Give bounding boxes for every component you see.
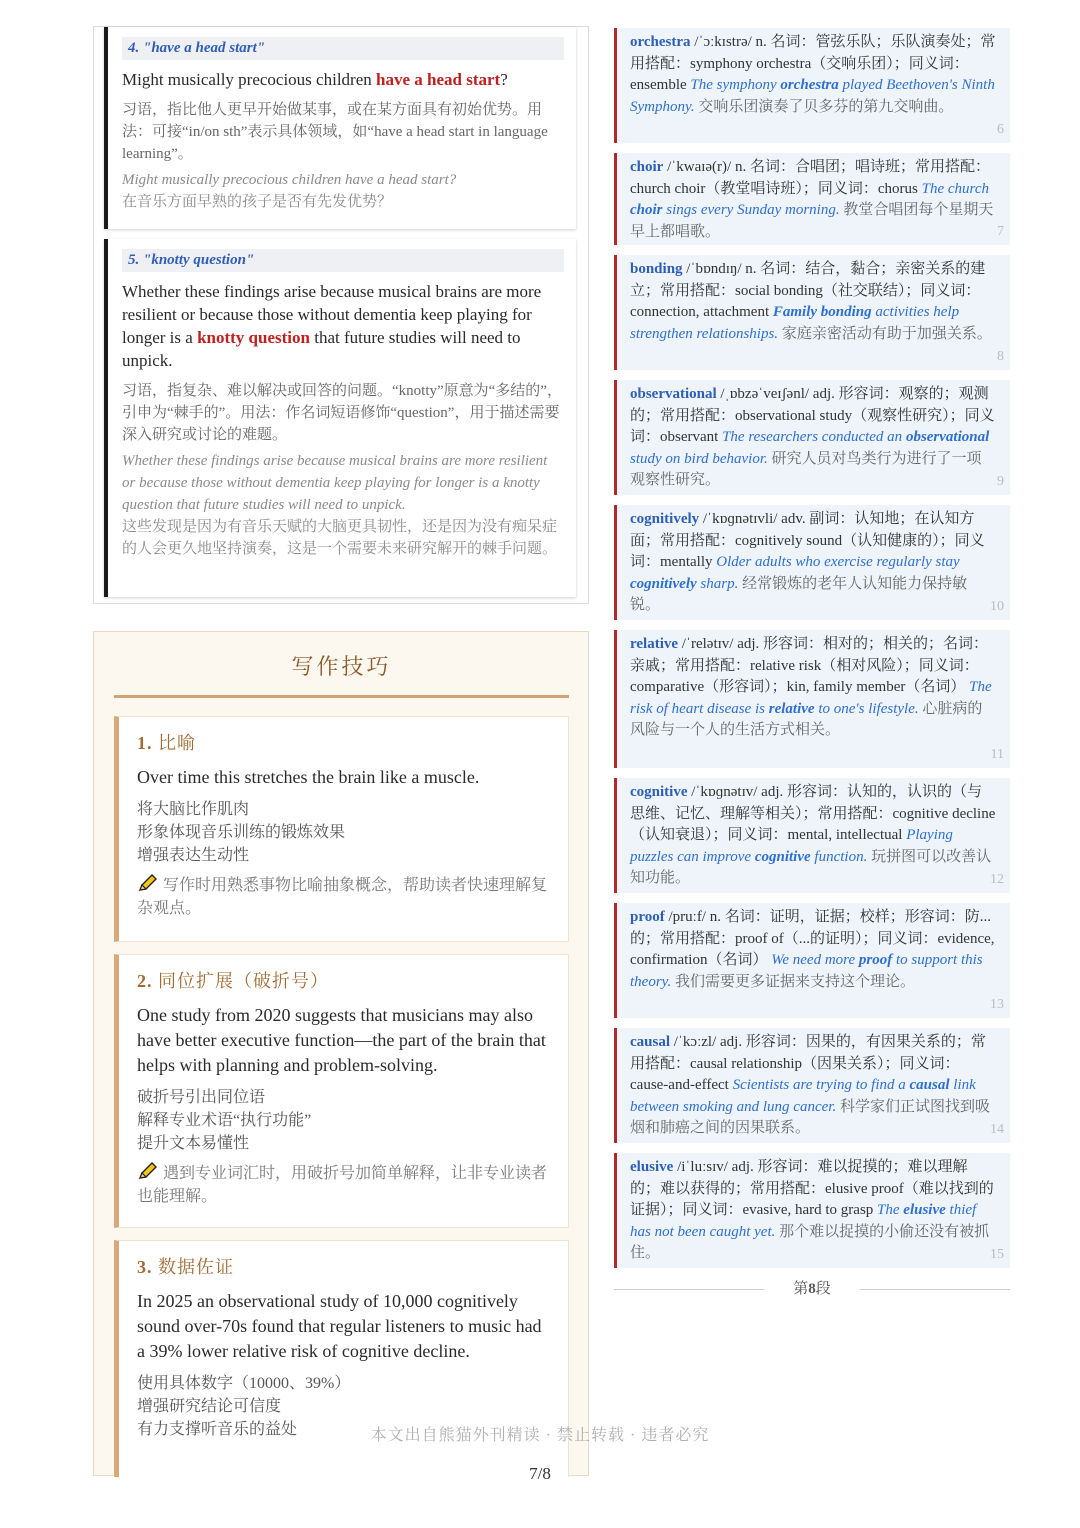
section-divider (614, 1274, 1010, 1304)
vocab-word: proof (630, 909, 665, 925)
idiom-card-5 (104, 239, 576, 597)
pencil-icon (137, 1161, 159, 1181)
tip-point: 形象体现音乐训练的锻炼效果 (137, 824, 346, 841)
section-number: 8 (808, 1281, 816, 1297)
tip-title (137, 1253, 552, 1279)
tip-title (137, 967, 552, 993)
vocab-card (614, 255, 1010, 370)
example-keyword: cognitively (630, 575, 697, 592)
vocab-word: choir (630, 159, 664, 175)
tip-number: 1. (137, 733, 153, 753)
vocab-card (614, 28, 1010, 143)
idiom-source-sentence (122, 280, 564, 372)
vocab-definition: /ˈkɔːzl/ adj. 形容词：因果的，有因果关系的；常用搭配：causal relationship（因果关系）；同义词：cause-and-effect (630, 1034, 986, 1094)
tip-point: 解释专业术语“执行功能” (137, 1112, 312, 1129)
vocab-definition: /pruːf/ n. 名词：证明，证据；校样；形容词：防...的；常用搭配：proof of（...的证明）；同义词：evidence, confirmation（名词） (630, 909, 995, 969)
section-label-pre: 第 (793, 1281, 809, 1297)
vocab-card (614, 153, 1010, 245)
example-keyword: observational (905, 429, 990, 446)
example-keyword: choir (630, 202, 663, 219)
tip-name: 同位扩展（破折号） (158, 971, 329, 991)
idiom-section (93, 26, 589, 604)
tip-note-text: 遇到专业词汇时，用破折号加简单解释，让非专业读者也能理解。 (137, 1165, 548, 1205)
idiom-source-sentence (122, 68, 564, 91)
vocab-number: 11 (990, 747, 1004, 763)
vocab-card (614, 1028, 1010, 1143)
example-text: thief has not been caught yet. (630, 1202, 977, 1240)
example-text: Playing puzzles can improve (630, 827, 953, 865)
tip-point: 提升文本易懂性 (137, 1135, 250, 1152)
vocab-definition: /iˈluːsɪv/ adj. 形容词：难以捉摸的；难以理解的；难以获得的；常用搭配：elusive proof（难以找到的证据）；同义词：evasive, hard to grasp (630, 1159, 994, 1219)
vocab-translation: 经常锻炼的老年人认知能力保持敏锐。 (630, 575, 968, 614)
example-text: Scientists are trying to find a (732, 1077, 910, 1094)
vocab-number: 8 (997, 349, 1004, 365)
vocab-definition: /ˈɔːkɪstrə/ n. 名词：管弦乐队；乐队演奏处；常用搭配：symphony orchestra（交响乐团）；同义词：ensemble (630, 34, 996, 94)
vocab-word: observational (630, 386, 717, 402)
vocab-definition: /ˈkwaɪə(r)/ n. 名词：合唱团；唱诗班；常用搭配：church choir（教堂唱诗班）；同义词：chorus (630, 159, 990, 197)
idiom-heading: 5. "knotty question" (122, 249, 564, 272)
idiom-highlight: knotty question (197, 328, 310, 347)
tip-name: 数据佐证 (158, 1257, 234, 1277)
tip-point: 使用具体数字（10000、39%） (137, 1375, 351, 1392)
tip-point: 增强研究结论可信度 (137, 1398, 282, 1415)
pencil-icon (137, 873, 159, 893)
vocab-translation: 家庭亲密活动有助于加强关系。 (778, 325, 992, 342)
page-number: 7/8 (529, 1464, 551, 1483)
section-label-post: 段 (815, 1281, 831, 1297)
example-text: activities help strengthen relationships. (630, 304, 960, 342)
vocab-word: elusive (630, 1159, 674, 1175)
vocab-number: 10 (990, 599, 1004, 615)
sentence-text: ? (500, 70, 508, 89)
vocab-word: cognitively (630, 511, 700, 527)
tip-example-sentence: Over time this stretches the brain like a muscle. (137, 767, 480, 787)
vocab-number: 9 (997, 474, 1004, 490)
divider-line (614, 1289, 764, 1290)
example-keyword: orchestra (780, 77, 839, 94)
example-text: The researchers conducted an (722, 429, 906, 446)
example-text: The symphony (690, 77, 781, 94)
vocab-card (614, 630, 1010, 768)
tip-note (137, 1161, 552, 1208)
tip-note (137, 873, 552, 920)
example-text: sings every Sunday morning. (662, 202, 840, 219)
example-text: We need more (771, 952, 859, 969)
vocab-translation: 心脏病的风险与一个人的生活方式相关。 (630, 700, 983, 739)
example-text: to support this theory. (630, 952, 983, 990)
vocab-word: bonding (630, 261, 683, 277)
vocab-word: orchestra (630, 34, 691, 50)
tip-name: 比喻 (158, 733, 196, 753)
example-text: played Beethoven's Ninth Symphony. (630, 77, 995, 115)
vocab-card (614, 1153, 1010, 1268)
sentence-text: Might musically precocious children (122, 70, 376, 89)
vocab-number: 13 (990, 997, 1004, 1013)
vocab-word: causal (630, 1034, 671, 1050)
example-text: sharp. (696, 575, 739, 592)
tip-example-sentence: One study from 2020 suggests that musicians may also have better executive function—the part of the brain that helps with planning and problem-solving. (137, 1005, 546, 1075)
vocab-definition: /ˈkɒɡnətɪv/ adj. 形容词：认知的，认识的（与思维、记忆、理解等相关）；常用搭配：cognitive decline（认知衰退）；同义词：mental, intellectual (630, 784, 996, 844)
vocab-translation: 研究人员对鸟类行为进行了一项观察性研究。 (630, 450, 982, 489)
vocab-number: 15 (990, 1247, 1004, 1263)
example-text: Older adults who exercise regularly stay (716, 554, 960, 571)
idiom-card-4 (104, 27, 576, 229)
vocab-translation: 教堂合唱团每个星期天早上都唱歌。 (630, 202, 994, 240)
vocab-definition: /ˌɒbzəˈveɪʃənl/ adj. 形容词：观察的；观测的；常用搭配：observational study（观察性研究）；同义词：observant (630, 386, 995, 446)
vocab-translation: 我们需要更多证据来支持这个理论。 (671, 973, 916, 990)
vocab-card (614, 380, 1010, 495)
divider-line (860, 1289, 1010, 1290)
example-text: function. (810, 848, 868, 865)
example-keyword: elusive (903, 1202, 946, 1219)
example-keyword: proof (858, 952, 893, 969)
example-text: to one's lifestyle. (814, 700, 919, 717)
vocab-number: 14 (990, 1122, 1004, 1138)
tip-number: 2. (137, 971, 153, 991)
example-text: study on bird behavior. (630, 450, 768, 467)
example-text: link between smoking and lung cancer. (630, 1077, 976, 1115)
example-keyword: Family bonding (772, 304, 872, 321)
example-keyword: cognitive (754, 848, 811, 865)
vocab-number: 7 (997, 224, 1004, 240)
vocab-card (614, 778, 1010, 893)
sentence-text: Whether these findings arise because musical brains are more resilient or because those without dementia keep playing for longer is a (122, 282, 542, 347)
vocab-definition: /ˈbɒndɪŋ/ n. 名词：结合，黏合；亲密关系的建立；常用搭配：social bonding（社交联结）；同义词：connection, attachment (630, 261, 986, 321)
vocab-translation: 交响乐团演奏了贝多芬的第九交响曲。 (694, 98, 954, 115)
example-text: The (877, 1202, 904, 1219)
vocab-word: cognitive (630, 784, 688, 800)
idiom-example-en: Whether these findings arise because musical brains are more resilient or because those without dementia keep playing for longer is a knotty question that future studies will need to unpick. (122, 453, 548, 513)
tip-number: 3. (137, 1257, 153, 1277)
sentence-text: that future studies will need to unpick. (122, 328, 521, 370)
tip-card-2 (114, 954, 569, 1228)
writing-tips-title: 写作技巧 (114, 644, 569, 698)
tip-note-text: 写作时用熟悉事物比喻抽象概念，帮助读者快速理解复杂观点。 (137, 877, 548, 917)
tip-title (137, 729, 552, 755)
tip-point: 有力支撑听音乐的益处 (137, 1421, 298, 1438)
vocab-word: relative (630, 636, 679, 652)
vocab-definition: /ˈkɒɡnətɪvli/ adv. 副词：认知地；在认知方面；常用搭配：cognitively sound（认知健康的）；同义词：mentally (630, 511, 985, 571)
vocab-number: 6 (997, 122, 1004, 138)
vocab-card (614, 505, 1010, 620)
example-keyword: relative (768, 700, 815, 717)
copyright-watermark: 本文出自熊猫外刊精读 · 禁止转载 · 违者必究 (370, 1427, 710, 1444)
tip-point: 破折号引出同位语 (137, 1089, 266, 1106)
vocab-card (614, 903, 1010, 1018)
tip-example-sentence: In 2025 an observational study of 10,000 cognitively sound over-70s found that regular listeners to music had a 39% lower relative risk of cognitive decline. (137, 1291, 542, 1361)
idiom-example-cn: 这些发现是因为有音乐天赋的大脑更具韧性，还是因为没有痴呆症的人会更久地坚持演奏，这是一个需要未来研究解开的棘手问题。 (122, 519, 558, 557)
example-keyword: causal (909, 1077, 950, 1094)
vocab-translation: 科学家们正试图找到吸烟和肺癌之间的因果联系。 (630, 1098, 990, 1137)
idiom-explanation: 习语，指比他人更早开始做某事，或在某方面具有初始优势。用法：可接“in/on sth”表示具体领域，如“have a head start in language learning”。 (122, 102, 548, 162)
idiom-heading: 4. "have a head start" (122, 37, 564, 60)
idiom-example-en: Might musically precocious children have a head start? (122, 172, 457, 188)
writing-tips-section (93, 631, 589, 1476)
idiom-explanation: 习语，指复杂、难以解决或回答的问题。“knotty”原意为“多结的”，引申为“棘手的”。用法：作名词短语修饰“question”，用于描述需要深入研究或讨论的难题。 (122, 383, 562, 443)
vocab-translation: 那个难以捉摸的小偷还没有被抓住。 (630, 1223, 990, 1262)
idiom-highlight: have a head start (376, 70, 501, 89)
example-text: The church (921, 180, 989, 197)
vocab-definition: /ˈrelətɪv/ adj. 形容词：相对的；相关的；名词：亲戚；常用搭配：relative risk（相对风险）；同义词：comparative（形容词）；kin, family member（名词） (630, 636, 989, 696)
tip-point: 增强表达生动性 (137, 847, 250, 864)
idiom-example-cn: 在音乐方面早熟的孩子是否有先发优势？ (122, 194, 393, 210)
tip-point: 将大脑比作肌肉 (137, 801, 250, 818)
section-label (793, 1281, 831, 1297)
vocab-number: 12 (990, 872, 1004, 888)
tip-card-1 (114, 716, 569, 942)
example-text: The risk of heart disease is (630, 679, 992, 717)
vocab-translation: 玩拼图可以改善认知功能。 (630, 848, 992, 887)
